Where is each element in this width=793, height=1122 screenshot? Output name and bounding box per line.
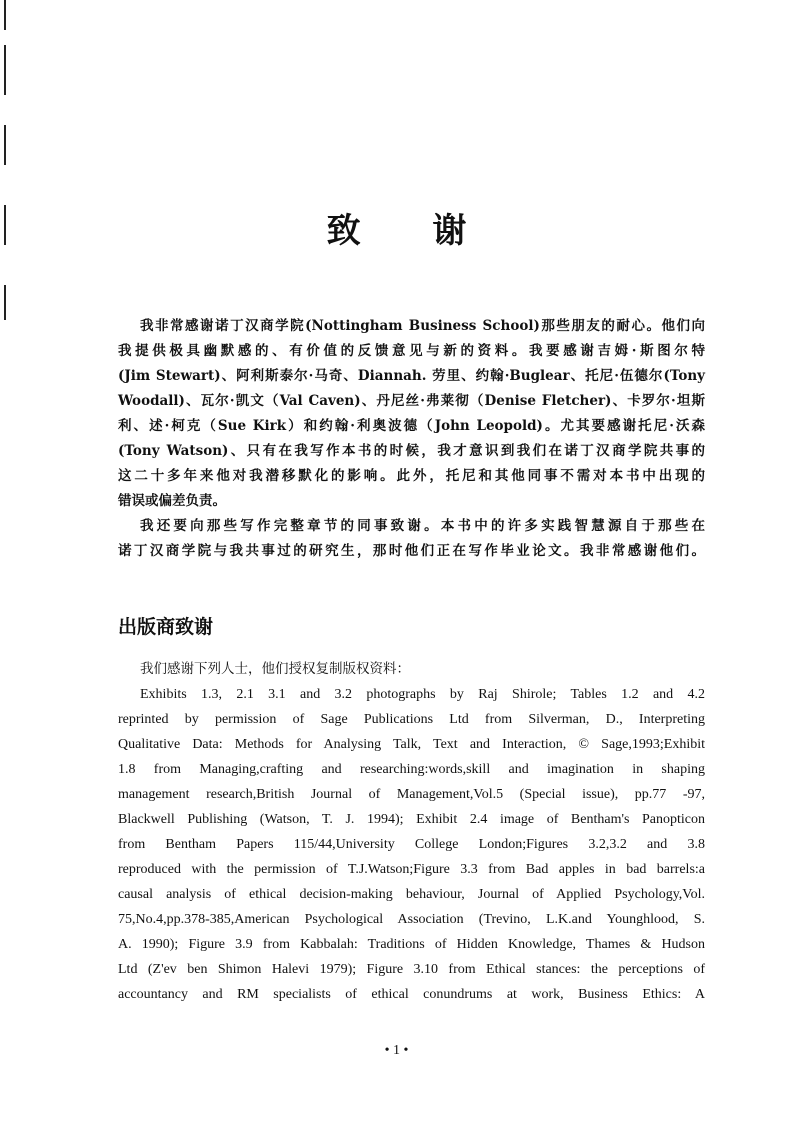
scan-edge-mark — [4, 45, 6, 95]
scan-edge-mark — [4, 0, 6, 30]
text-line: 这二十多年来他对我潜移默化的影响。此外，托尼和其他同事不需对本书中出现的 — [118, 468, 705, 484]
page-number: • 1 • — [384, 1043, 409, 1058]
text-line: from Bentham Papers 115/44,University College London;Figures 3.2,3.2 and 3.8 — [118, 837, 705, 852]
page-title: 致 谢 — [326, 211, 497, 251]
text-line: (Tony Watson)、只有在我写作本书的时候，我才意识到我们在诺丁汉商学院共事的 — [118, 443, 705, 459]
text-line: 我们感谢下列人士，他们授权复制版权资料： — [140, 661, 410, 677]
text-line: A. 1990); Figure 3.9 from Kabbalah: Traditions of Hidden Knowledge, Thames & Hudson — [118, 937, 705, 952]
text-line: 我提供极具幽默感的、有价值的反馈意见与新的资料。我要感谢吉姆·斯图尔特 — [118, 343, 705, 359]
text-line: Woodall)、瓦尔·凯文（Val Caven)、丹尼丝·弗莱彻（Denise Fletcher)、卡罗尔·坦斯 — [118, 393, 705, 409]
text-line: (Jim Stewart)、阿利斯泰尔·马奇、Diannah. 劳里、约翰·Buglear、托尼·伍德尔(Tony — [118, 368, 705, 384]
text-line: 错误或偏差负责。 — [118, 493, 226, 509]
text-line: 我还要向那些写作完整章节的同事致谢。本书中的许多实践智慧源自于那些在 — [140, 518, 705, 534]
text-line: 1.8 from Managing,crafting and researching:words,skill and imagination in shaping — [118, 762, 705, 777]
scan-edge-mark — [4, 125, 6, 165]
text-line: 我非常感谢诺丁汉商学院(Nottingham Business School)那些朋友的耐心。他们向 — [140, 318, 705, 334]
text-line: Blackwell Publishing (Watson, T. J. 1994); Exhibit 2.4 image of Bentham's Panopticon — [118, 812, 705, 827]
acknowledgements-body — [118, 314, 705, 564]
text-line: causal analysis of ethical decision-making behaviour, Journal of Applied Psychology,Vol. — [118, 887, 705, 902]
text-line: Ltd (Z'ev ben Shimon Halevi 1979); Figure 3.10 from Ethical stances: the perceptions of — [118, 962, 705, 977]
text-line: 利、述·柯克（Sue Kirk）和约翰·利奥波德（John Leopold)。尤其要感谢托尼·沃森 — [118, 418, 705, 434]
text-line: accountancy and RM specialists of ethical conundrums at work, Business Ethics: A — [118, 987, 705, 1002]
text-line: 诺丁汉商学院与我共事过的研究生，那时他们正在写作毕业论文。我非常感谢他们。 — [118, 543, 705, 559]
publisher-body — [118, 657, 705, 1007]
text-line: reproduced with the permission of T.J.Watson;Figure 3.3 from Bad apples in bad barrels:a — [118, 862, 705, 877]
text-line: reprinted by permission of Sage Publications Ltd from Silverman, D., Interpreting — [118, 712, 705, 727]
section-heading: 出版商致谢 — [118, 616, 214, 638]
text-line: 75,No.4,pp.378-385,American Psychological Association (Trevino, L.K.and Younghlood, S. — [118, 912, 705, 927]
text-line: management research,British Journal of Management,Vol.5 (Special issue), pp.77 -97, — [118, 787, 705, 802]
text-line: Qualitative Data: Methods for Analysing Talk, Text and Interaction, © Sage,1993;Exhibit — [118, 737, 705, 752]
text-line: Exhibits 1.3, 2.1 3.1 and 3.2 photographs by Raj Shirole; Tables 1.2 and 4.2 — [140, 687, 705, 702]
scan-edge-mark — [4, 285, 6, 320]
